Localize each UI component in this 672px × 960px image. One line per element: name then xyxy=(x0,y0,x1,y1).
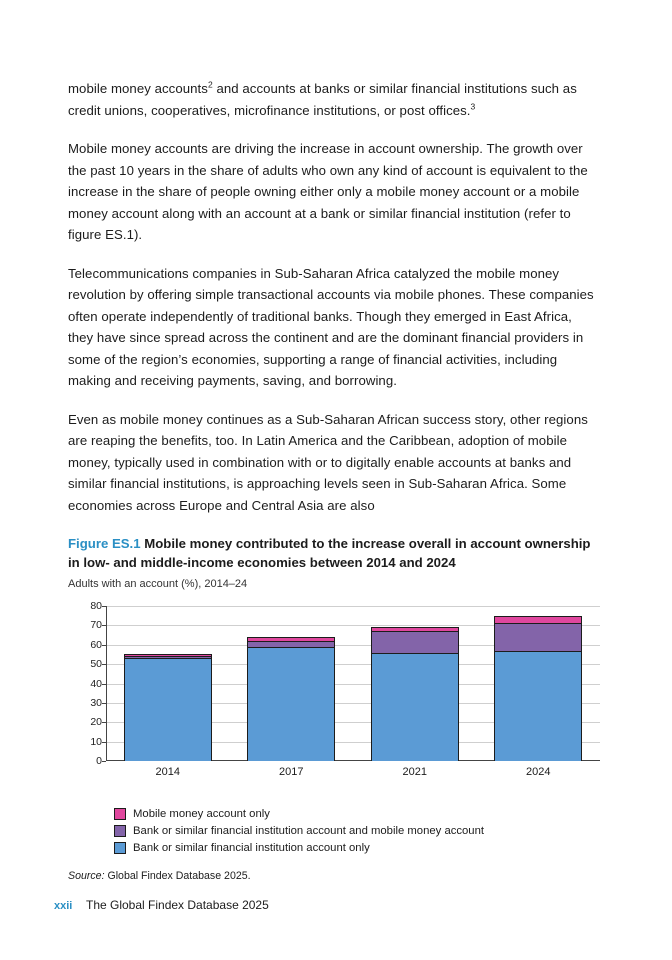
page-content xyxy=(68,78,600,882)
footnote-marker-3: 3 xyxy=(470,101,476,112)
paragraph-1-text-a: mobile money accounts xyxy=(68,81,208,96)
legend-label: Mobile money account only xyxy=(133,808,270,820)
legend-item xyxy=(114,825,600,837)
footnote-marker-2: 2 xyxy=(207,79,213,90)
chart xyxy=(68,600,600,782)
footer-title: The Global Findex Database 2025 xyxy=(86,898,269,912)
paragraph-4: Even as mobile money continues as a Sub-Saharan African success story, other regions are reaping the benefits, too. In Latin America and the Caribbean, adoption of mobile money, typically used in combination with or to digitally enable accounts at banks and similar financial institutions, is approaching levels seen in Sub-Saharan Africa. Some economies across Europe and Central Asia are also xyxy=(68,411,588,513)
legend-label: Bank or similar financial institution account and mobile money account xyxy=(133,825,485,837)
page-number: xxii xyxy=(54,900,73,912)
legend-swatch xyxy=(114,808,126,820)
legend-swatch xyxy=(114,825,126,837)
y-tick-label: 30 xyxy=(90,696,102,709)
legend-item xyxy=(114,808,600,820)
source-text: Global Findex Database 2025. xyxy=(104,870,251,882)
y-tick-label: 50 xyxy=(90,658,102,671)
paragraph-3: Telecommunications companies in Sub-Saharan Africa catalyzed the mobile money revolution by offering simple transactional accounts via mobile phones. These companies often operate independently of traditional banks. Though they emerged in East Africa, they have since spread across the continent and are the dominant financial providers in some of the region’s economies, supporting a range of financial activities, including making and receiving payments, saving, and borrowing. xyxy=(68,265,594,388)
y-tick-label: 20 xyxy=(90,716,102,729)
source-label: Source: xyxy=(68,870,105,882)
y-tick-label: 80 xyxy=(90,600,102,612)
y-tick-label: 60 xyxy=(90,638,102,651)
paragraph-1-text-b: and accounts at banks or similar financial institutions such as credit unions, cooperatives, microfinance institutions, or post offices. xyxy=(68,81,577,118)
figure-number: Figure ES.1 xyxy=(68,536,141,551)
y-tick-label: 70 xyxy=(90,619,102,632)
figure-es1 xyxy=(68,534,600,882)
bar-column xyxy=(247,637,335,761)
x-axis-labels xyxy=(106,766,600,778)
bar-segment xyxy=(494,651,582,761)
y-tick-label: 10 xyxy=(90,735,102,748)
y-axis xyxy=(68,600,102,767)
legend-label: Bank or similar financial institution account only xyxy=(133,842,370,854)
figure-source xyxy=(68,870,600,882)
bar-series xyxy=(106,606,600,761)
x-tick-label: 2017 xyxy=(279,766,304,778)
bar-column xyxy=(371,627,459,761)
bar-segment xyxy=(371,631,459,652)
bar-segment xyxy=(494,616,582,624)
y-tick-label: 40 xyxy=(90,677,102,690)
paragraph-2: Mobile money accounts are driving the increase in account ownership. The growth over the past 10 years in the share of adults who own any kind of account is equivalent to the increase in the share of people owning either only a mobile money account or a mobile money account along with an account at a bank or similar financial institution (refer to figure ES.1). xyxy=(68,141,588,242)
x-tick-label: 2014 xyxy=(155,766,180,778)
legend-item xyxy=(114,842,600,854)
bar-segment xyxy=(371,653,459,762)
bar-segment xyxy=(247,647,335,761)
figure-title: Mobile money contributed to the increase overall in account ownership in low- and middle-income economies between 2014 and 2024 xyxy=(68,536,591,570)
y-tick-label: 0 xyxy=(96,755,102,767)
x-tick-label: 2024 xyxy=(526,766,551,778)
page-footer xyxy=(54,898,269,912)
bar-column xyxy=(494,616,582,761)
bar-column xyxy=(124,654,212,761)
y-tick-mark xyxy=(102,761,106,762)
paragraph-1 xyxy=(68,78,600,121)
bar-segment xyxy=(494,623,582,650)
figure-caption xyxy=(68,534,600,572)
legend-swatch xyxy=(114,842,126,854)
chart-legend xyxy=(114,808,600,854)
x-tick-label: 2021 xyxy=(402,766,427,778)
figure-subtitle: Adults with an account (%), 2014–24 xyxy=(68,578,248,590)
bar-segment xyxy=(124,658,212,761)
